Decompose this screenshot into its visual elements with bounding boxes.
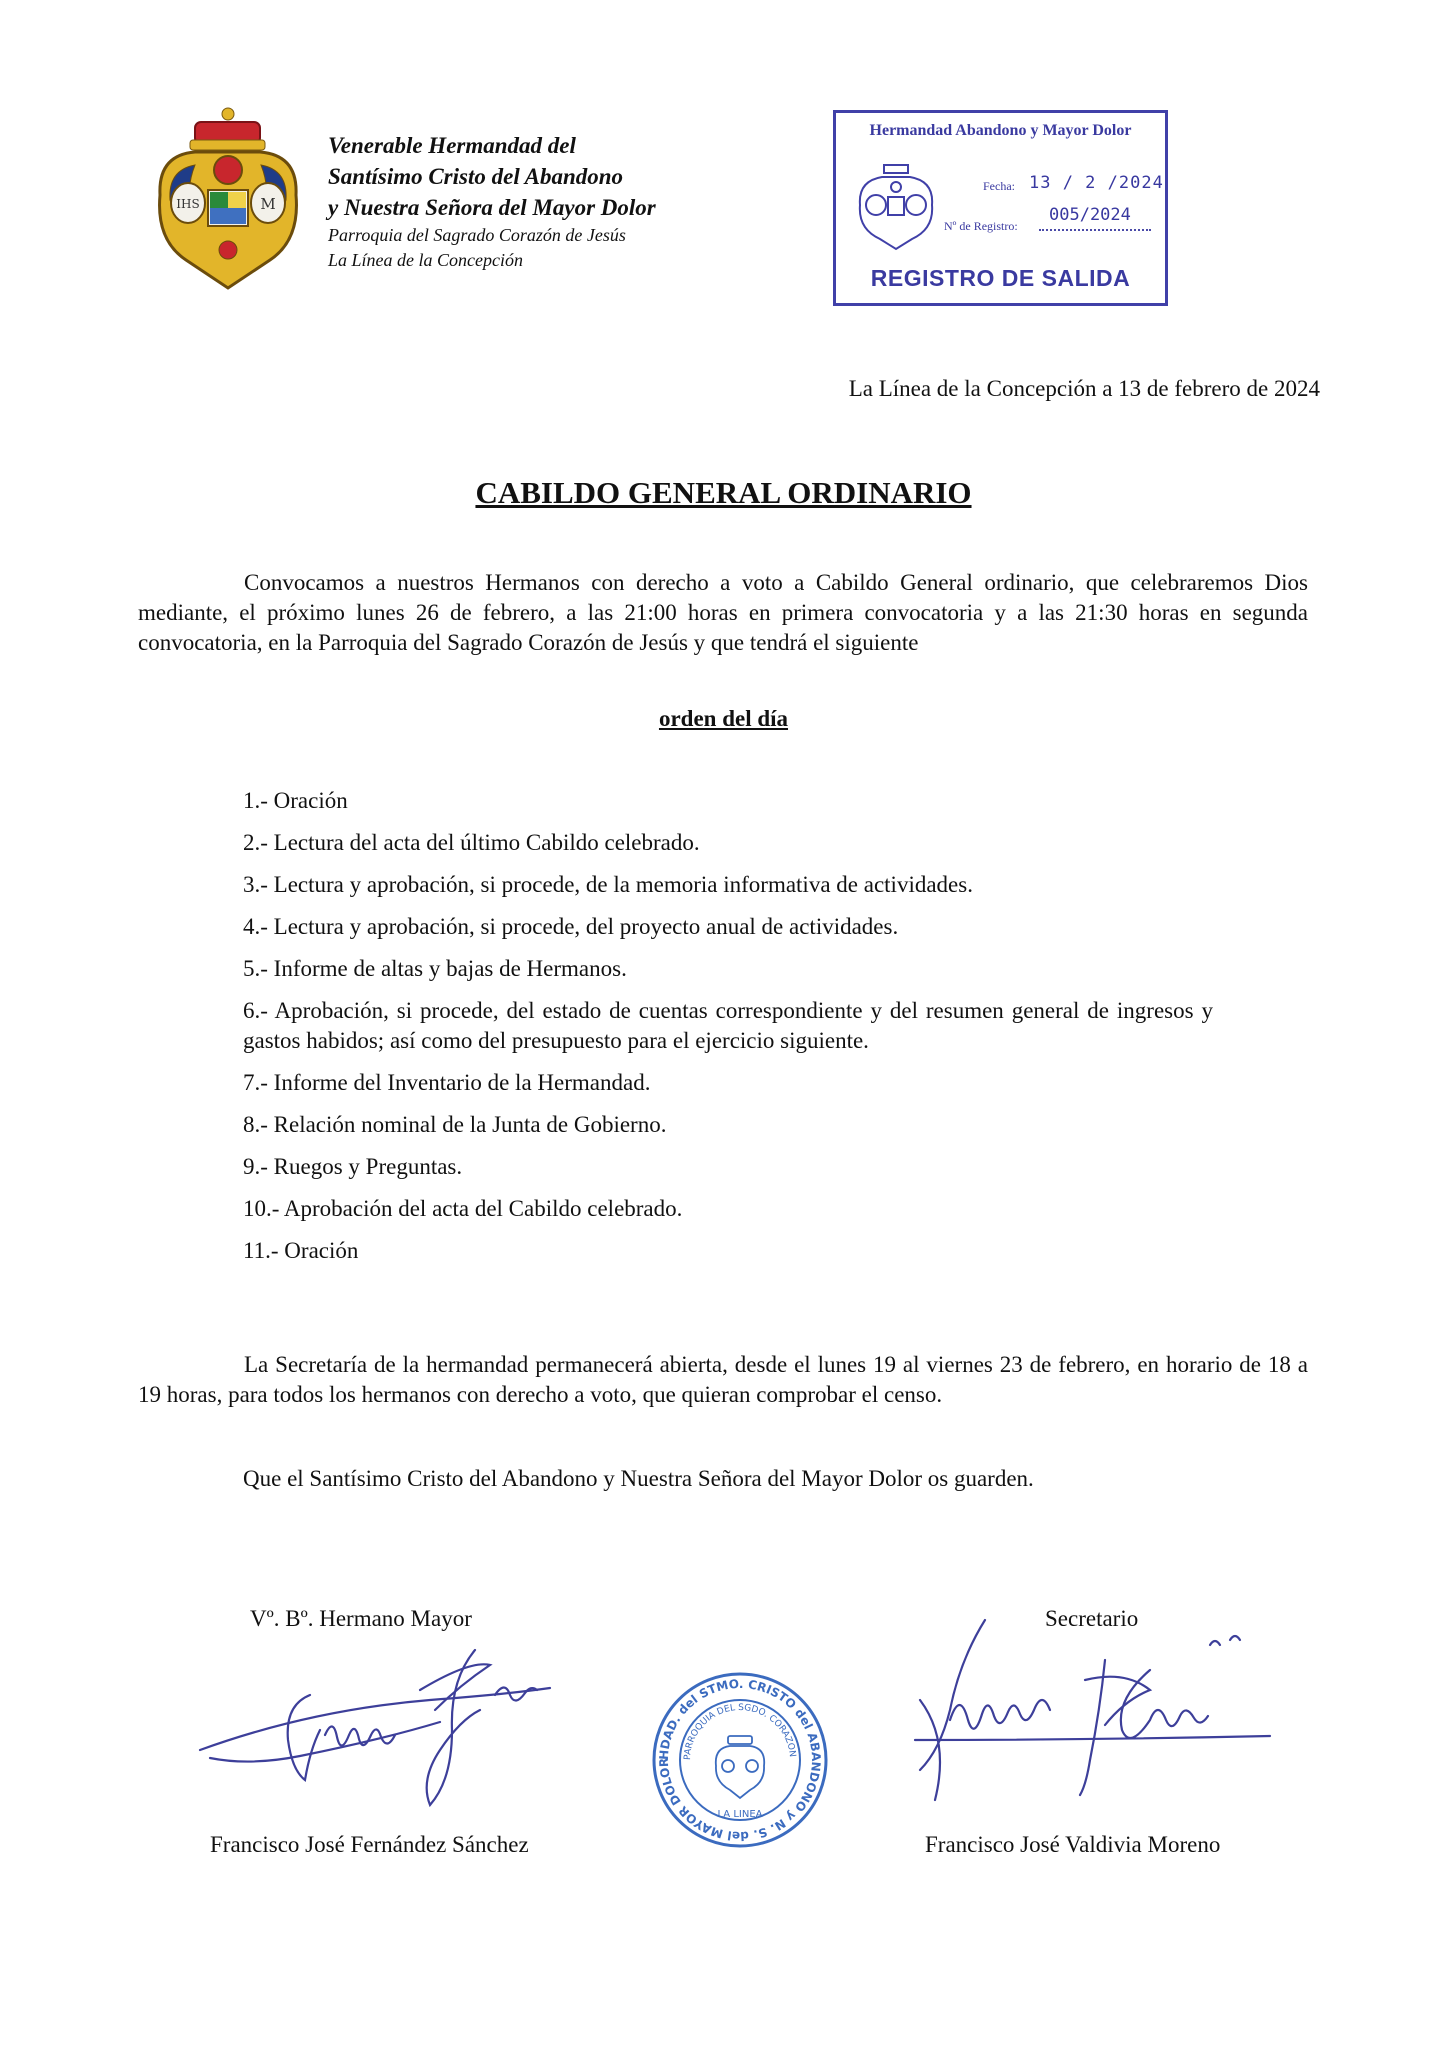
closing-blessing: Que el Santísimo Cristo del Abandono y Nuestra Señora del Mayor Dolor os guarden. (243, 1466, 1034, 1491)
hermano-mayor-name: Francisco José Fernández Sánchez (210, 1832, 529, 1857)
agenda-list (243, 786, 1213, 1278)
agenda-item: 10.- Aprobación del acta del Cabildo celebrado. (243, 1196, 683, 1221)
svg-text:PARROQUIA DEL SGDO. CORAZON (683, 1703, 797, 1760)
agenda-item: 1.- Oración (243, 788, 348, 813)
org-name-line-1: Venerable Hermandad del (328, 133, 576, 158)
intro-paragraph: Convocamos a nuestros Hermanos con derecho a voto a Cabildo General ordinario, que celebraremos Dios mediante, el próximo lunes 26 de febrero, a las 21:00 horas en primera convocatoria y a las 21:30 horas en segunda convocatoria, en la Parroquia del Sagrado Corazón de Jesús y que tendrá el siguiente (138, 570, 1308, 655)
hermano-mayor-signature (190, 1640, 570, 1820)
registro-salida-label: REGISTRO DE SALIDA (870, 265, 1131, 291)
agenda-item: 7.- Informe del Inventario de la Hermandad. (243, 1070, 651, 1095)
agenda-item: 3.- Lectura y aprobación, si procede, de la memoria informativa de actividades. (243, 872, 973, 897)
secretaria-paragraph: La Secretaría de la hermandad permanecerá abierta, desde el lunes 19 al viernes 23 de febrero, en horario de 18 a 19 horas, para todos los hermanos con derecho a voto, que quieran comprobar el censo. (138, 1352, 1308, 1407)
seal-city-text: LA LINEA (717, 1809, 763, 1820)
seal-outer-text: HDAD. del STMO. CRISTO del ABANDONO y N. S. del MAYOR DOLOR (656, 1676, 824, 1844)
brotherhood-crest-logo (140, 100, 340, 300)
secretario-signature (910, 1600, 1280, 1820)
brotherhood-seal (650, 1670, 830, 1850)
fecha-label: Fecha: (983, 179, 1015, 193)
registro-label: Nº de Registro: (944, 219, 1018, 233)
agenda-item: 2.- Lectura del acta del último Cabildo celebrado. (243, 830, 700, 855)
city-name: La Línea de la Concepción (328, 250, 523, 270)
parish-name: Parroquia del Sagrado Corazón de Jesús (328, 225, 626, 245)
fecha-value: 13 / 2 /2024 (1029, 173, 1164, 193)
org-name-line-2: Santísimo Cristo del Abandono (328, 164, 624, 189)
stamp-emblem-icon (846, 153, 946, 253)
agenda-item: 6.- Aprobación, si procede, del estado de cuentas correspondiente y del resumen general de ingresos y gastos habidos; así como del presupuesto para el ejercicio siguiente. (243, 998, 1213, 1053)
letter-date: La Línea de la Concepción a 13 de febrero de 2024 (848, 376, 1320, 401)
svg-text:IHS: IHS (176, 197, 200, 211)
secretario-name: Francisco José Valdivia Moreno (925, 1832, 1221, 1857)
registry-stamp-title: Hermandad Abandono y Mayor Dolor (869, 122, 1132, 139)
registro-dotted-line (1039, 229, 1151, 231)
organization-header (328, 130, 748, 273)
agenda-item: 8.- Relación nominal de la Junta de Gobierno. (243, 1112, 667, 1137)
order-of-day-title: orden del día (658, 706, 789, 731)
secretario-role: Secretario (1045, 1606, 1139, 1631)
seal-inner-text: PARROQUIA DEL SGDO. CORAZON (682, 1702, 797, 1761)
agenda-item: 9.- Ruegos y Preguntas. (243, 1154, 463, 1179)
agenda-item: 5.- Informe de altas y bajas de Hermanos. (243, 956, 627, 981)
svg-text:M: M (260, 195, 276, 213)
registry-stamp (833, 110, 1168, 306)
registro-value: 005/2024 (1049, 205, 1131, 225)
agenda-item: 11.- Oración (243, 1238, 359, 1263)
agenda-item: 4.- Lectura y aprobación, si procede, del proyecto anual de actividades. (243, 914, 899, 939)
letter-title: CABILDO GENERAL ORDINARIO (475, 475, 972, 510)
org-name-line-3: y Nuestra Señora del Mayor Dolor (328, 195, 656, 220)
hermano-mayor-role: Vº. Bº. Hermano Mayor (250, 1606, 472, 1631)
